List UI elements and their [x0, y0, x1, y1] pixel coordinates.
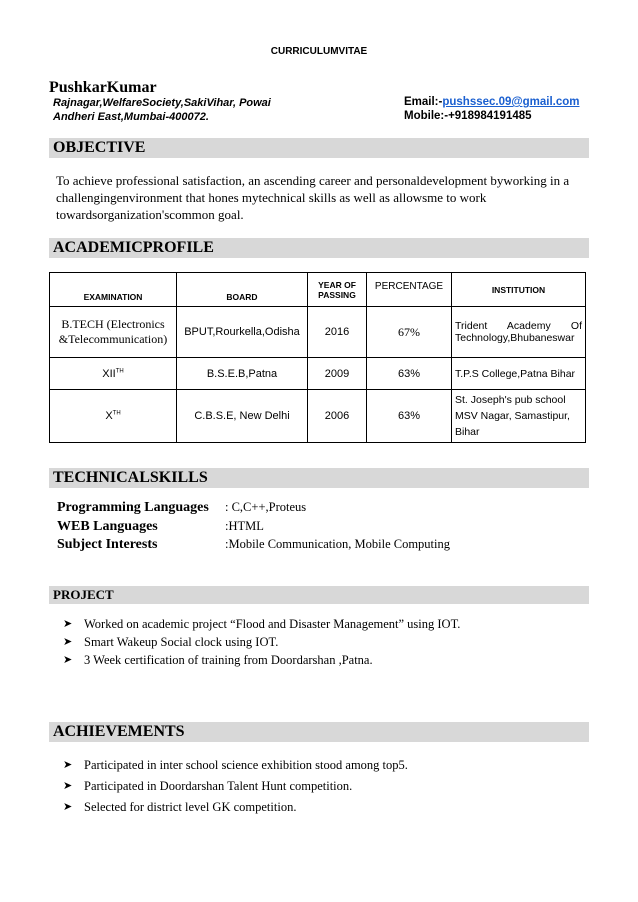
academic-heading: ACADEMICPROFILE [53, 239, 214, 256]
arrow-bullet-icon: ➤ [63, 618, 73, 630]
board-cell: C.B.S.E, New Delhi [177, 390, 308, 443]
list-item: ➤ 3 Week certification of training from Doordarshan ,Patna. [63, 653, 373, 667]
col-board: BOARD [177, 273, 308, 307]
address-line-1: Rajnagar,WelfareSociety,SakiVihar, Powai [53, 97, 271, 109]
project-heading: PROJECT [53, 587, 114, 602]
skills-heading-bar [49, 468, 589, 488]
exam-cell: XTH [50, 390, 177, 443]
board-cell: BPUT,Rourkella,Odisha [177, 307, 308, 358]
list-item: ➤ Worked on academic project “Flood and Disaster Management” using IOT. [63, 617, 461, 631]
skill-value: :HTML [225, 519, 264, 533]
skill-label: WEB Languages [57, 519, 158, 534]
table-row [50, 390, 586, 443]
table-row [50, 358, 586, 390]
arrow-bullet-icon: ➤ [63, 759, 73, 771]
list-item: ➤ Participated in inter school science exhibition stood among top5. [50, 755, 408, 776]
objective-heading: OBJECTIVE [53, 139, 146, 156]
table-header-row [50, 273, 586, 307]
table-row [50, 307, 586, 358]
achievements-heading-bar [49, 722, 589, 742]
project-list [50, 615, 460, 669]
col-examination: EXAMINATION [50, 273, 177, 307]
objective-heading-bar [49, 138, 589, 158]
skill-label: Subject Interests [57, 537, 158, 552]
skills-heading: TECHNICALSKILLS [53, 469, 208, 486]
address-line-2: Andheri East,Mumbai-400072. [53, 111, 209, 123]
list-item: ➤ Selected for district level GK competition. [50, 797, 408, 818]
institution-cell: T.P.S College,Patna Bihar [452, 358, 586, 390]
mobile-line: Mobile:-+918984191485 [404, 110, 532, 122]
col-institution: INSTITUTION [452, 273, 586, 307]
percentage-cell: 67% [367, 307, 452, 358]
arrow-bullet-icon: ➤ [63, 801, 73, 813]
project-heading-bar [49, 586, 589, 604]
col-year: YEAR OF PASSING [308, 273, 367, 307]
arrow-bullet-icon: ➤ [63, 780, 73, 792]
arrow-bullet-icon: ➤ [63, 654, 73, 666]
year-cell: 2016 [308, 307, 367, 358]
col-percentage: PERCENTAGE [367, 273, 452, 307]
skill-row [57, 500, 306, 516]
list-item: ➤ Participated in Doordarshan Talent Hunt competition. [50, 776, 408, 797]
year-cell: 2009 [308, 358, 367, 390]
email-label: Email:- [404, 96, 443, 108]
candidate-name: PushkarKumar [49, 79, 157, 96]
achievements-heading: ACHIEVEMENTS [53, 723, 185, 740]
exam-cell: B.TECH (Electronics &Telecommunication) [50, 307, 177, 358]
list-item: ➤ Smart Wakeup Social clock using IOT. [63, 635, 279, 649]
board-cell: B.S.E.B,Patna [177, 358, 308, 390]
institution-cell: St. Joseph's pub school MSV Nagar, Samastipur, Bihar [452, 390, 586, 443]
academic-heading-bar [49, 238, 589, 258]
skill-value: :Mobile Communication, Mobile Computing [225, 537, 450, 551]
email-line [404, 96, 579, 108]
percentage-cell: 63% [367, 390, 452, 443]
arrow-bullet-icon: ➤ [63, 636, 73, 648]
skill-value: : C,C++,Proteus [225, 500, 307, 514]
percentage-cell: 63% [367, 358, 452, 390]
email-link[interactable]: pushssec.09@gmail.com [442, 96, 580, 108]
objective-text: To achieve professional satisfaction, an ascending career and personaldevelopment byworking in a challengingenvironment that hones mytechnical skills as well as allowsme to work towardsorganization'scommon goal. [56, 173, 570, 222]
institution-cell: Trident Academy Of Technology,Bhubaneswar [452, 307, 586, 358]
academic-table [49, 272, 586, 443]
skill-label: Programming Languages [57, 500, 209, 515]
achievements-list [50, 755, 408, 818]
document-title: CURRICULUMVITAE [270, 46, 368, 57]
year-cell: 2006 [308, 390, 367, 443]
skill-row [57, 537, 450, 553]
exam-cell: XIITH [50, 358, 177, 390]
skill-row [57, 519, 264, 535]
